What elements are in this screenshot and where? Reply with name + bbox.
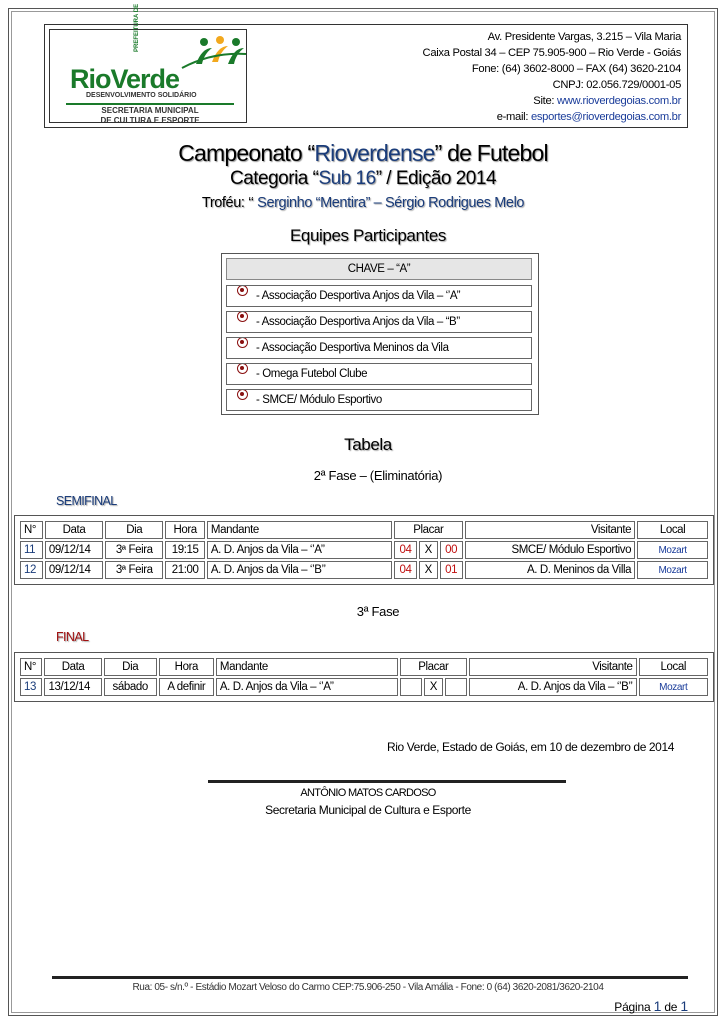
table-row: 11 09/12/14 3ª Feira 19:15 A. D. Anjos da Vila – ‘’A’’ 04 X 00 SMCE/ Módulo Esportivo Mozart [20,541,708,559]
logo-secretaria-line2: DE CULTURA E ESPORTE [100,116,200,125]
logo-secretaria-line1: SECRETARIA MUNICIPAL [101,106,199,115]
col-n: N° [20,658,42,676]
table-header-row [20,521,708,539]
col-hora: Hora [159,658,214,676]
logo-name: RioVerde [70,64,180,94]
contact-info [423,29,681,125]
signatory-title: Secretaria Municipal de Cultura e Esporte [265,803,471,817]
signature-line [208,780,566,783]
table-row: 12 09/12/14 3ª Feira 21:00 A. D. Anjos da Vila – ‘’B’’ 04 X 01 A. D. Meninos da Villa Mozart [20,561,708,579]
contact-cnpj: CNPJ: 02.056.729/0001-05 [552,79,681,91]
footer-address: Rua: 05- s/n.º - Estádio Mozart Veloso do Carmo CEP:75.906-250 - Vila Amália - Fone: 0 (64) 3620-2081/3620-2104 [132,982,604,993]
teams-heading: Equipes Participantes [289,226,447,245]
col-mandante: Mandante [207,521,392,539]
logo-tagline: DESENVOLVIMENTO SOLIDÁRIO [86,92,197,99]
col-visitante: Visitante [465,521,636,539]
table-row: 13 13/12/14 sábado A definir A. D. Anjos da Vila – ‘’A’’ X A. D. Anjos da Vila – ‘’B’’ Mozart [20,678,708,696]
team-row: - Associação Desportiva Meninos da Vila [226,337,532,359]
trophy-title: Troféu: ‘‘ Serginho “Mentira” – Sérgio Rodrigues Melo [201,195,525,211]
contact-postal: Caixa Postal 34 – CEP 75.905-900 – Rio Verde - Goiás [422,47,681,59]
soccer-ball-icon [237,389,248,400]
final-table [14,652,714,702]
group-a-header: CHAVE – “A” [226,258,532,280]
logo-divider [66,103,234,105]
soccer-ball-icon [237,363,248,374]
contact-phone: Fone: (64) 3602-8000 – FAX (64) 3620-2104 [471,63,681,75]
logo [49,3,247,125]
signatory-name: ANTÔNIO MATOS CARDOSO [300,787,436,799]
col-data: Data [44,658,101,676]
contact-address: Av. Presidente Vargas, 3.215 – Vila Maria [487,31,681,43]
page-number: Página 1 de 1 [614,998,688,1014]
contact-email: e-mail: esportes@rioverdegoias.com.br [496,111,681,123]
team-row: - Associação Desportiva Anjos da Vila – “B” [226,311,532,333]
col-placar: Placar [400,658,467,676]
col-hora: Hora [165,521,205,539]
col-data: Data [45,521,103,539]
championship-title: Campeonato “Rioverdense” de Futebol [178,140,548,166]
category-title: Categoria “Sub 16” / Edição 2014 [229,168,497,189]
place-date: Rio Verde, Estado de Goiás, em 10 de dezembro de 2014 [387,740,674,754]
table-header-row [20,658,708,676]
phase2-heading: 2ª Fase – (Eliminatória) [313,468,443,483]
col-dia: Dia [105,521,163,539]
team-row: - Omega Futebol Clube [226,363,532,385]
group-a-box [221,253,539,415]
semifinal-label: SEMIFINAL [56,494,117,508]
team-row: - SMCE/ Módulo Esportivo [226,389,532,411]
site-link[interactable]: www.rioverdegoias.com.br [557,95,681,107]
schedule-heading: Tabela [344,435,392,454]
email-link[interactable]: esportes@rioverdegoias.com.br [530,111,681,123]
phase3-heading: 3ª Fase [356,604,400,619]
team-row: - Associação Desportiva Anjos da Vila – ‘’A’’ [226,285,532,307]
letterhead [44,3,688,128]
soccer-ball-icon [237,337,248,348]
semifinal-table [14,515,714,585]
col-visitante: Visitante [469,658,637,676]
col-n: N° [20,521,43,539]
footer-divider [52,976,688,979]
col-placar: Placar [394,521,462,539]
col-local: Local [639,658,708,676]
col-mandante: Mandante [216,658,398,676]
final-label: FINAL [56,630,89,644]
soccer-ball-icon [237,311,248,322]
col-dia: Dia [104,658,157,676]
contact-site: Site: www.rioverdegoias.com.br [533,95,681,107]
col-local: Local [637,521,708,539]
logo-prefeitura: PREFEITURA DE [134,3,140,52]
soccer-ball-icon [237,285,248,296]
